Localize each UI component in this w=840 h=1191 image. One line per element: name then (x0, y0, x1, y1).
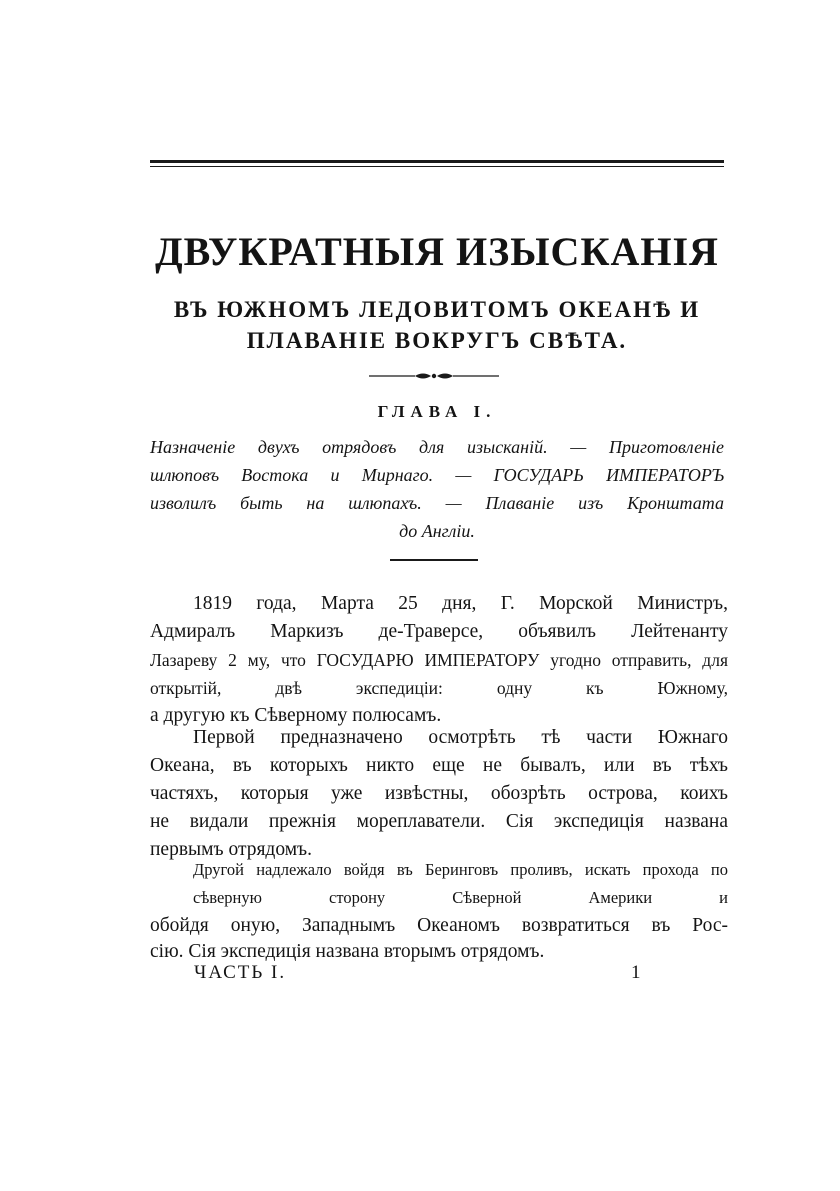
body-text-line: Другой надлежало войдя въ Беринговъ проливъ, искать прохода по сѣверную сторону Сѣверной Америки и (193, 860, 728, 907)
signature-mark: ЧАСТЬ I. (194, 962, 287, 983)
body-text-line: не видали прежнія мореплаватели. Сія экспедиція названа (150, 811, 728, 832)
ornament-divider (367, 368, 501, 384)
body-text-line: Океана, въ которыхъ никто еще не бывалъ, или въ тѣхъ (150, 755, 728, 776)
body-text-line: Адмиралъ Маркизъ де-Траверсе, объявилъ Лейтенанту (150, 621, 728, 642)
chapter-summary-line: изволилъ быть на шлюпахъ. — Плаваніе изъ Кронштата (150, 493, 724, 513)
body-text-line: первымъ отрядомъ. (150, 839, 313, 860)
chapter-summary-line: Назначеніе двухъ отрядовъ для изысканій. — Приготовленіе (150, 437, 724, 457)
subtitle-line-1: ВЪ ЮЖНОМЪ ЛЕДОВИТОМЪ ОКЕАНѢ И (173, 297, 701, 322)
body-text-line: Лазареву 2 му, что ГОСУДАРЮ ИМПЕРАТОРУ угодно отправить, для открытій, двѣ экспедиціи: одну къ Южному, (150, 650, 728, 698)
chapter-summary-line: до Англіи. (399, 521, 475, 541)
chapter-heading: ГЛАВА I. (377, 402, 497, 421)
header-double-rule (150, 160, 724, 167)
body-text-line: сію. Сія экспедиція названа вторымъ отрядомъ. (150, 941, 545, 962)
book-title: ДВУКРАТНЫЯ ИЗЫСКАНІЯ (155, 229, 719, 274)
subtitle-line-2: ПЛАВАНІЕ ВОКРУГЪ СВѢТА. (246, 328, 628, 353)
body-text-line: 1819 года, Марта 25 дня, Г. Морской Министръ, (193, 593, 728, 614)
section-rule (390, 559, 478, 561)
body-text-line: частяхъ, которыя уже извѣстны, обозрѣть острова, коихъ (150, 783, 728, 804)
body-text-line: Первой предназначено осмотрѣть тѣ части Южнаго (193, 727, 728, 748)
page-number: 1 (631, 962, 641, 983)
chapter-summary-line: шлюповъ Востока и Мирнаго. — ГОСУДАРЬ ИМПЕРАТОРЪ (150, 465, 724, 485)
body-text-line: обойдя оную, Западнымъ Океаномъ возвратиться въ Рос- (150, 915, 728, 936)
body-text-line: а другую къ Сѣверному полюсамъ. (150, 705, 442, 726)
